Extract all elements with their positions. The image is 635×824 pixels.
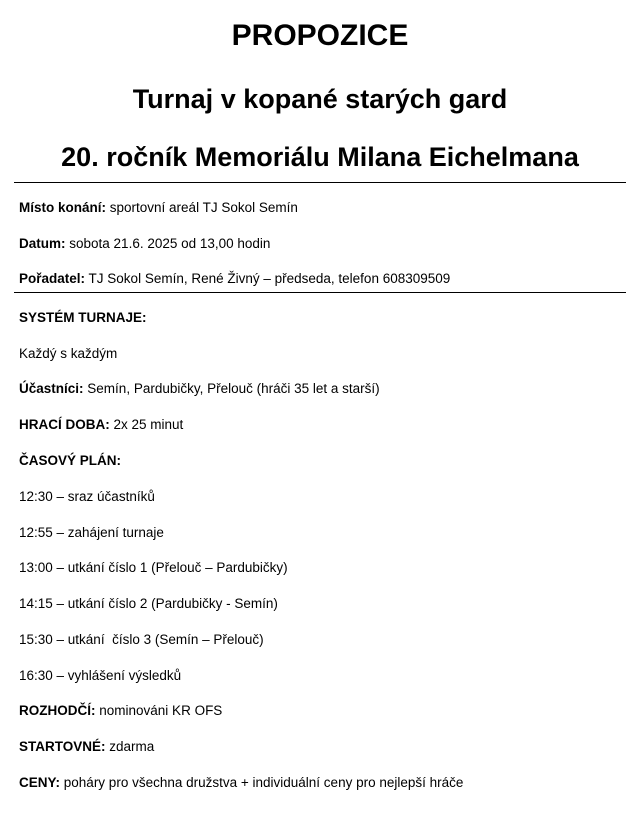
schedule-item: 13:00 – utkání číslo 1 (Přelouč – Pardubičky): [19, 560, 288, 575]
schedule-heading: [19, 452, 121, 470]
organizer-value: TJ Sokol Semín, René Živný – předseda, telefon 608309509: [88, 271, 451, 286]
organizer-line: [19, 270, 450, 288]
schedule-item: 16:30 – vyhlášení výsledků: [19, 668, 182, 683]
top-divider: [14, 182, 626, 183]
system-value: Každý s každým: [19, 346, 118, 361]
schedule-item: 12:30 – sraz účastníků: [19, 489, 155, 504]
schedule-label: ČASOVÝ PLÁN:: [19, 453, 122, 468]
date-value: sobota 21.6. 2025 od 13,00 hodin: [69, 236, 271, 251]
participants-label: Účastníci:: [19, 381, 84, 396]
document-title: PROPOZICE: [231, 19, 409, 52]
date-line: [19, 235, 270, 253]
schedule-item: 12:55 – zahájení turnaje: [19, 525, 164, 540]
bottom-divider: [14, 292, 626, 293]
prizes-label: CENY:: [19, 775, 61, 790]
schedule-item: 14:15 – utkání číslo 2 (Pardubičky - Semín): [19, 596, 278, 611]
playtime-line: [19, 416, 183, 434]
prizes-line: [19, 774, 463, 792]
venue-label: Místo konání:: [19, 200, 106, 215]
document-subtitle: Turnaj v kopané starých gard: [132, 84, 508, 114]
organizer-label: Pořadatel:: [19, 271, 86, 286]
referees-line: [19, 702, 222, 720]
venue-value: sportovní areál TJ Sokol Semín: [109, 200, 298, 215]
venue-line: [19, 199, 298, 217]
fee-line: [19, 738, 154, 756]
referees-value: nominováni KR OFS: [99, 703, 223, 718]
prizes-value: poháry pro všechna družstva + individuální ceny pro nejlepší hráče: [63, 775, 464, 790]
date-label: Datum:: [19, 236, 66, 251]
system-heading: [19, 309, 147, 327]
fee-value: zdarma: [109, 739, 155, 754]
document-edition-heading: 20. ročník Memoriálu Milana Eichelmana: [61, 142, 579, 172]
schedule-item: 15:30 – utkání číslo 3 (Semín – Přelouč): [19, 632, 264, 647]
fee-label: STARTOVNÉ:: [19, 739, 106, 754]
participants-value: Semín, Pardubičky, Přelouč (hráči 35 let a starší): [87, 381, 380, 396]
participants-line: [19, 380, 380, 398]
playtime-label: HRACÍ DOBA:: [19, 417, 110, 432]
playtime-value: 2x 25 minut: [113, 417, 184, 432]
system-label: SYSTÉM TURNAJE:: [19, 310, 147, 325]
referees-label: ROZHODČÍ:: [19, 703, 96, 718]
